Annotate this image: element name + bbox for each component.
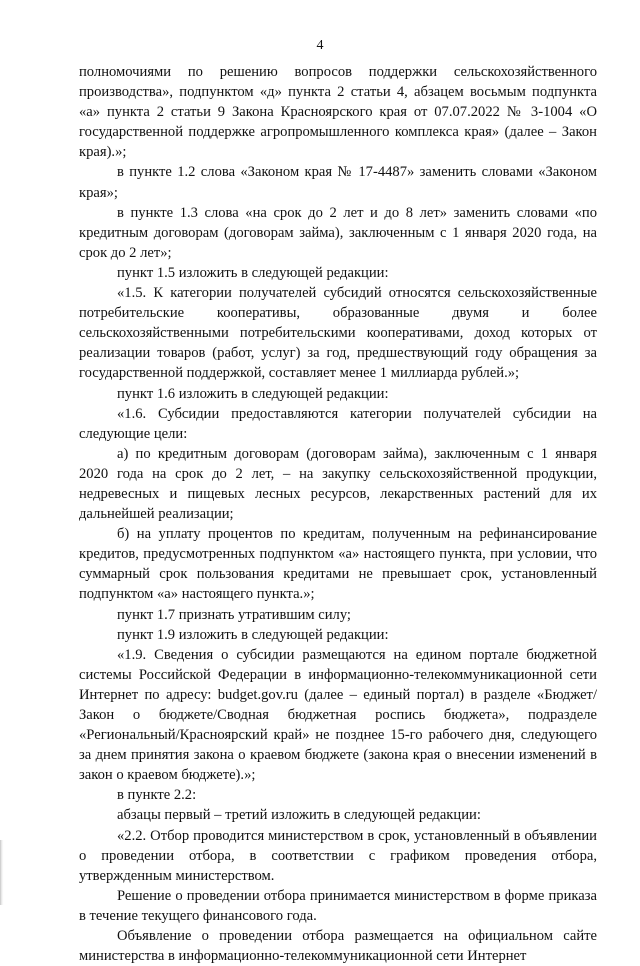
paragraph: пункт 1.5 изложить в следующей редакции: xyxy=(117,264,389,281)
paragraph: полномочиями по решению вопросов поддержки сельскохозяйственного производства», подпунктом «д» пункта 2 статьи 4, абзацем восьмым подпункта «а» пункта 2 статьи 9 Закона Красноярского края от 07.07.2022 № 3-1004 «О государственной поддержке агропромышленного комплекса края» (далее – Закон края).»; xyxy=(79,64,597,161)
paragraph: б) на уплату процентов по кредитам, полученным на рефинансирование кредитов, предусмотренных подпунктом «а» настоящего пункта, при условии, что суммарный срок пользования кредитами не превышает срок, установленный подпунктом «а» настоящего пункта.»; xyxy=(79,526,597,603)
paragraph: в пункте 1.2 слова «Законом края № 17-4487» заменить словами «Законом края»; xyxy=(79,164,597,201)
page-number: 4 xyxy=(316,38,324,53)
paragraph: абзацы первый – третий изложить в следующей редакции: xyxy=(117,807,481,824)
paragraph: «2.2. Отбор проводится министерством в срок, установленный в объявлении о проведении отбора, в соответствии с графиком проведения отбора, утвержденным министерством. xyxy=(79,827,597,884)
paragraph: а) по кредитным договорам (договорам займа), заключенным с 1 января 2020 года на срок до 2 лет, – на закупку сельскохозяйственной продукции, недревесных и пищевых лесных ресурсов, лекарственных растений для их дальнейшей реализации; xyxy=(79,445,597,523)
paragraph: пункт 1.6 изложить в следующей редакции: xyxy=(117,385,389,402)
paragraph: Решение о проведении отбора принимается министерством в форме приказа в течение текущего финансового года. xyxy=(79,887,597,924)
paragraph: Объявление о проведении отбора размещается на официальном сайте министерства в информационно-телекоммуникационной сети Интернет xyxy=(79,928,597,965)
paragraph: в пункте 1.3 слова «на срок до 2 лет и до 8 лет» заменить словами «по кредитным договорам (договорам займа), заключенным с 1 января 2020 года, на срок до 2 лет»; xyxy=(79,204,597,261)
paragraph: «1.9. Сведения о субсидии размещаются на едином портале бюджетной системы Российской Федерации в информационно-телекоммуникационной сети Интернет по адресу: budget.gov.ru (далее – единый портал) в разделе «Бюджет/Закон о бюджете/Сводная бюджетная роспись бюджета», подразделе «Региональный/Красноярский край» не позднее 15-го рабочего дня, следующего за днем принятия закона о краевом бюджете (закона края о внесении изменений в закон о краевом бюджете).»; xyxy=(79,646,597,784)
paragraph: «1.6. Субсидии предоставляются категории получателей субсидии на следующие цели: xyxy=(79,405,597,442)
paragraph: пункт 1.9 изложить в следующей редакции: xyxy=(117,626,389,643)
paragraph: в пункте 2.2: xyxy=(117,787,197,804)
document-body xyxy=(79,62,597,966)
paragraph: «1.5. К категории получателей субсидий относятся сельскохозяйственные потребительские кооперативы, образованные двумя и более сельскохозяйственными потребительскими кооперативами, доход которых от реализации товаров (работ, услуг) за год, предшествующий году обращения за государственной поддержкой, составляет менее 1 миллиарда рублей.»; xyxy=(79,285,597,382)
paragraph: пункт 1.7 признать утратившим силу; xyxy=(117,606,351,623)
